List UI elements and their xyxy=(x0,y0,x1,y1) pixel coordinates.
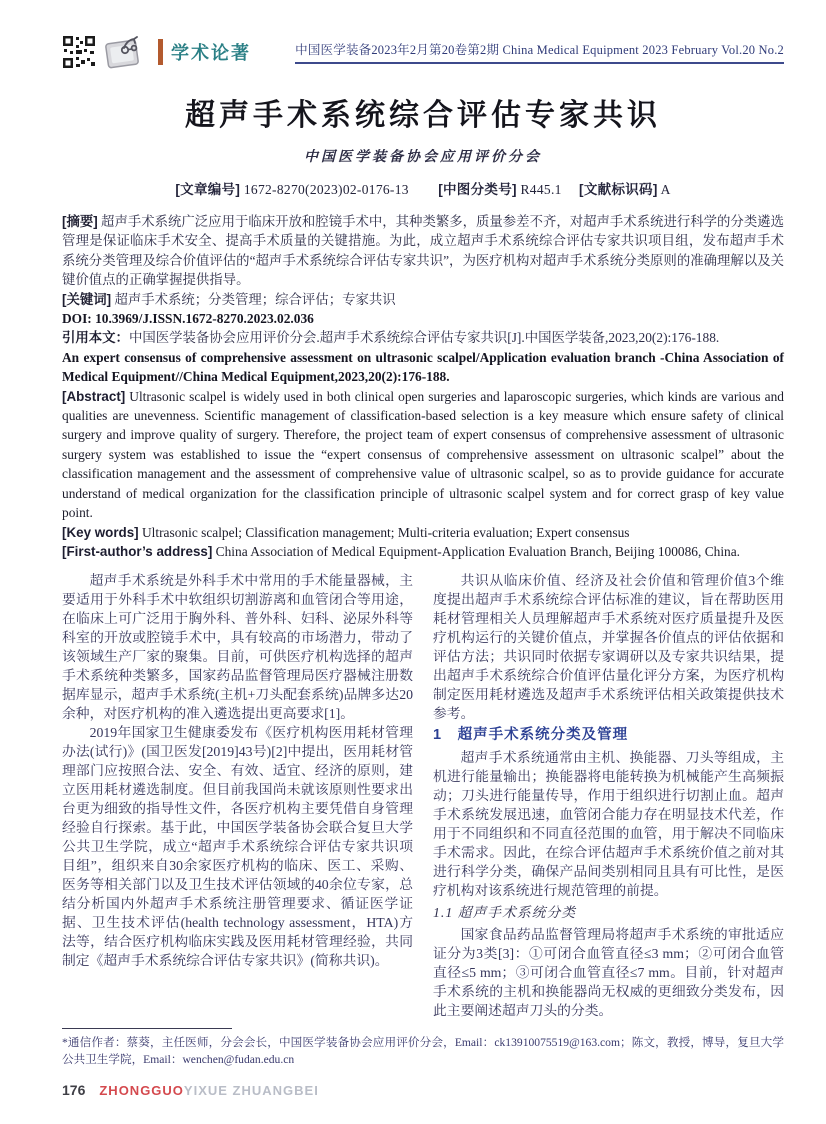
subsection-heading-1-1: 1.1 超声手术系统分类 xyxy=(433,905,577,921)
keywords-en xyxy=(62,523,784,542)
left-paragraph-2: 2019年国家卫生健康委发布《医疗机构医用耗材管理办法(试行)》(国卫医发[2019]43号)[2]中提出，医用耗材管理部门应按照合法、安全、有效、适宜、经济的原则，建立医用耗材遴选制度。但目前我国尚未就该原则性要求出台更为细致的指导性文件，各医疗机构主要凭借自身管理经验自行探索。基于此，中国医学装备协会联合复旦大学公共卫生学院，成立“超声手术系统综合评估专家共识项目组”，组织来自30余家医疗机构的临床、医工、采购、医务等相关部门以及卫生技术评估领域的40余位专家，总结分析国内外超声手术系统注册管理要求、循证医学证据、卫生技术评估(health technology assessment，HTA)方法等，结合医疗机构临床实践及医用耗材管理经验，共同制定《超声手术系统综合评估专家共识》(简称共识)。 xyxy=(62,725,413,969)
first-author-label: [First-author’s address] xyxy=(62,543,213,559)
citation-cn xyxy=(62,328,784,347)
abstract-cn-text: 超声手术系统广泛应用于临床开放和腔镜手术中，其种类繁多，质量参差不齐，对超声手术系统进行科学的分类遴选管理是保证临床手术安全、提高手术质量的关键措施。为此，成立超声手术系统综合评估专家共识项目组，发布超声手术系统分类管理及综合价值评估的“超声手术系统综合评估专家共识”，为医疗机构对超声手术系统分类原则的准确理解以及关键价值点的正确掌握提供指导。 xyxy=(62,214,784,288)
clc-number: R445.1 xyxy=(520,182,562,197)
right-paragraph-2: 超声手术系统通常由主机、换能器、刀头等组成，主机进行能量输出；换能器将电能转换为机械能产生高频振动；刀头进行能量传导，作用于组织进行切割止血。超声手术系统发展迅速，血管闭合能力存在明显技术代差，作用于不同组织和不同直径范围的血管，用于解决不同临床手术需求。因此，在综合评估超声手术系统价值之前对其进行科学分类，确保产品间类别相同且具有可比性，是医疗机构对该系统进行规范管理的前提。 xyxy=(433,750,784,899)
right-paragraph-3: 国家食品药品监督管理局将超声手术系统的审批适应证分为3类[3]：①可闭合血管直径≤3 mm；②可闭合血管直径≤5 mm；③可闭合血管直径≤7 mm。目前，针对超声手术系统的主机和换能器尚无权威的更细致分类发布，因此主要阐述超声刀头的分类。 xyxy=(433,927,784,1019)
footnote-text: *通信作者：蔡葵，主任医师，分会会长，中国医学装备协会应用评价分会，Email：ck13910075519@163.com；陈文，教授，博导，复旦大学公共卫生学院，Email：wenchen@fudan.edu.cn xyxy=(62,1036,784,1067)
journal-pinyin-gray: YIXUE ZHUANGBEI xyxy=(183,1082,319,1098)
page-header xyxy=(62,34,784,70)
journal-logo-icon xyxy=(104,34,146,70)
abstract-cn xyxy=(62,212,784,290)
keywords-en-label: [Key words] xyxy=(62,524,139,540)
keywords-cn xyxy=(62,290,784,309)
citation-en: An expert consensus of comprehensive assessment on ultrasonic scalpel/Application evaluation branch -China Association of Medical Equipment//China Medical Equipment,2023,20(2):176-188. xyxy=(62,349,784,385)
clc-label: [中图分类号] xyxy=(438,182,517,197)
journal-pinyin-red: ZHONGGUO xyxy=(99,1082,184,1098)
section-label: 学术论著 xyxy=(171,43,251,63)
article-number: 1672-8270(2023)02-0176-13 xyxy=(243,182,409,197)
section-accent-bar xyxy=(158,39,163,65)
first-author-text: China Association of Medical Equipment-Application Evaluation Branch, Beijing 100086, China. xyxy=(212,543,741,559)
citation-cn-label: 引用本文： xyxy=(62,330,129,346)
right-paragraph-1: 共识从临床价值、经济及社会价值和管理价值3个维度提出超声手术系统综合评估标准的建议，旨在帮助医用耗材管理相关人员理解超声手术系统对医疗质量提升及医疗机构运行的关键价值点，并掌握各价值点的评估依据和评估方法；共识同时依据专家调研以及专家共识结果，提出超声手术系统综合价值评估量化评分方案，为医疗机构制定医用耗材遴选及超声手术系统评估相关政策提供技术参考。 xyxy=(433,573,784,722)
correspondence-footnote xyxy=(62,1028,784,1068)
doc-code-label: [文献标识码] xyxy=(579,182,658,197)
doi-line: DOI: 10.3969/J.ISSN.1672-8270.2023.02.036 xyxy=(62,311,314,327)
keywords-en-text: Ultrasonic scalpel; Classification management; Multi-criteria evaluation; Expert consensus xyxy=(138,524,630,540)
keywords-cn-text: 超声手术系统；分类管理；综合评估；专家共识 xyxy=(111,291,396,307)
abstract-cn-label: [摘要] xyxy=(62,214,98,229)
page-title: 超声手术系统综合评估专家共识 xyxy=(185,99,661,132)
abstract-en-text: Ultrasonic scalpel is widely used in both clinical open surgeries and laparoscopic surgeries, which kinds are various and qualities are unevenness. Scientific management of classification-based selection is a key measure which ensure safety of clinical surgery and improve quality of surgery. Therefore, the project team of expert consensus of comprehensive assessment of ultrasonic surgery system was established to issue the “expert consensus of comprehensive assessment on ultrasonic scalpel” about the classification management and the assessment of comprehensive value of ultrasonic scalpel, so as to provide guidance for accurate understand of medical organization for the classification principle of ultrasonic scalpel system and for correct grasp of key value point. xyxy=(62,388,784,521)
author-affiliation: 中国医学装备协会应用评价分会 xyxy=(304,150,542,165)
page-footer xyxy=(62,1082,784,1124)
keywords-cn-label: [关键词] xyxy=(62,291,112,307)
first-author-address xyxy=(62,542,784,561)
doc-code: A xyxy=(660,182,671,197)
abstract-en-label: [Abstract] xyxy=(62,388,126,404)
front-matter xyxy=(62,212,784,561)
footnote-divider xyxy=(62,1028,232,1029)
article-meta-line xyxy=(62,178,784,198)
article-number-label: [文章编号] xyxy=(175,182,241,197)
citation-cn-text: 中国医学装备协会应用评价分会.超声手术系统综合评估专家共识[J].中国医学装备,2023,20(2):176-188. xyxy=(128,330,720,346)
page-number: 176 xyxy=(62,1082,86,1099)
section-heading-1: 1 超声手术系统分类及管理 xyxy=(433,727,629,744)
journal-pinyin xyxy=(99,1083,318,1098)
qr-code-icon xyxy=(62,35,96,69)
left-column xyxy=(62,571,413,1020)
right-column xyxy=(433,571,784,1020)
left-paragraph-1: 超声手术系统是外科手术中常用的手术能量器械，主要适用于外科手术中软组织切割游离和血管闭合等用途，在临床上可广泛用于胸外科、普外科、妇科、泌尿外科等科室的开放或腔镜手术中，具有较高的市场潜力，带动了该领域生产厂家的聚集。目前，可供医疗机构选择的超声手术系统种类繁多，国家药品监督管理局医疗器械注册数据库显示，超声手术系统(主机+刀头配套系统)品牌多达20余种，对医疗机构的准入遴选提出更高要求[1]。 xyxy=(62,573,413,722)
header-left-group xyxy=(62,34,251,70)
body-columns xyxy=(62,571,784,1020)
abstract-en xyxy=(62,387,784,523)
journal-issue-info: 中国医学装备2023年2月第20卷第2期 China Medical Equipment 2023 February Vol.20 No.2 xyxy=(295,40,784,64)
